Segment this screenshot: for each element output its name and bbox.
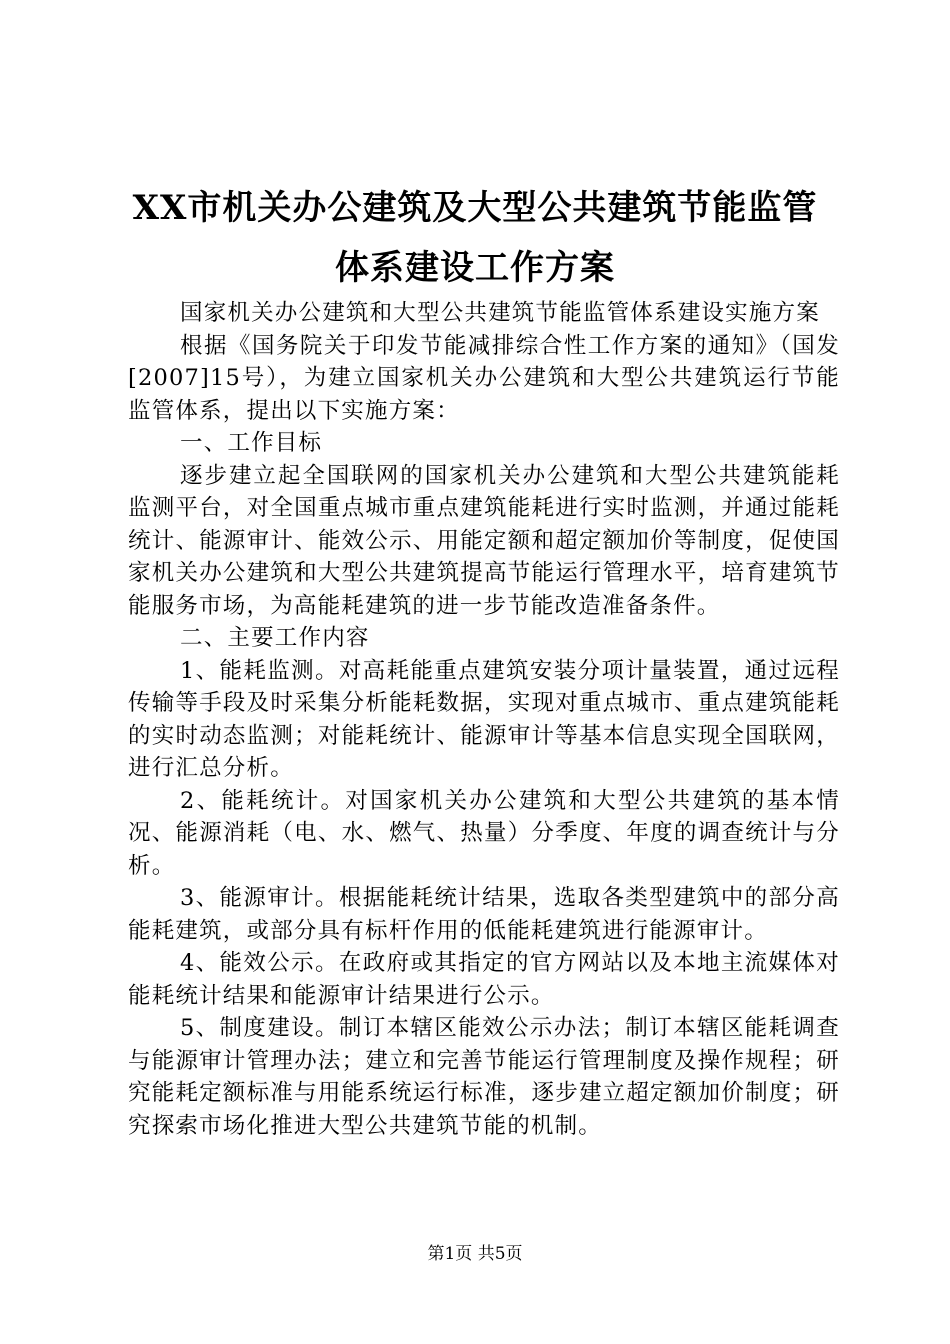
subtitle-paragraph: 国家机关办公建筑和大型公共建筑节能监管体系建设实施方案 [180, 300, 820, 326]
document-title-line-1: XX市机关办公建筑及大型公共建筑节能监管 [132, 188, 818, 228]
item-energy-audit: 3、能源审计。根据能耗统计结果，选取各类型建筑中的部分高能耗建筑，或部分具有标杆作用的低能耗建筑进行能源审计。 [128, 885, 840, 944]
intro-paragraph: 根据《国务院关于印发节能减排综合性工作方案的通知》（国发[2007]15号），为建立国家机关办公建筑和大型公共建筑运行节能监管体系，提出以下实施方案： [128, 332, 840, 424]
page-footer: 第1页 共5页 [427, 1244, 523, 1264]
item-energy-monitoring: 1、能耗监测。对高耗能重点建筑安装分项计量装置，通过远程传输等手段及时采集分析能耗数据，实现对重点城市、重点建筑能耗的实时动态监测；对能耗统计、能源审计等基本信息实现全国联网，进行汇总分析。 [128, 657, 840, 781]
item-efficiency-disclosure: 4、能效公示。在政府或其指定的官方网站以及本地主流媒体对能耗统计结果和能源审计结果进行公示。 [128, 950, 840, 1009]
section-heading-goals: 一、工作目标 [180, 430, 323, 456]
document-title-line-2: 体系建设工作方案 [335, 248, 615, 288]
item-energy-statistics: 2、能耗统计。对国家机关办公建筑和大型公共建筑的基本情况、能源消耗（电、水、燃气、热量）分季度、年度的调查统计与分析。 [128, 787, 840, 879]
goals-paragraph: 逐步建立起全国联网的国家机关办公建筑和大型公共建筑能耗监测平台，对全国重点城市重点建筑能耗进行实时监测，并通过能耗统计、能源审计、能效公示、用能定额和超定额加价等制度，促使国家机关办公建筑和大型公共建筑提高节能运行管理水平，培育建筑节能服务市场，为高能耗建筑的进一步节能改造准备条件。 [128, 462, 840, 619]
item-system-construction: 5、制度建设。制订本辖区能效公示办法；制订本辖区能耗调查与能源审计管理办法；建立和完善节能运行管理制度及操作规程；研究能耗定额标准与用能系统运行标准，逐步建立超定额加价制度；研究探索市场化推进大型公共建筑节能的机制。 [128, 1015, 840, 1139]
document-body [128, 297, 840, 1142]
section-heading-content: 二、主要工作内容 [180, 625, 370, 651]
